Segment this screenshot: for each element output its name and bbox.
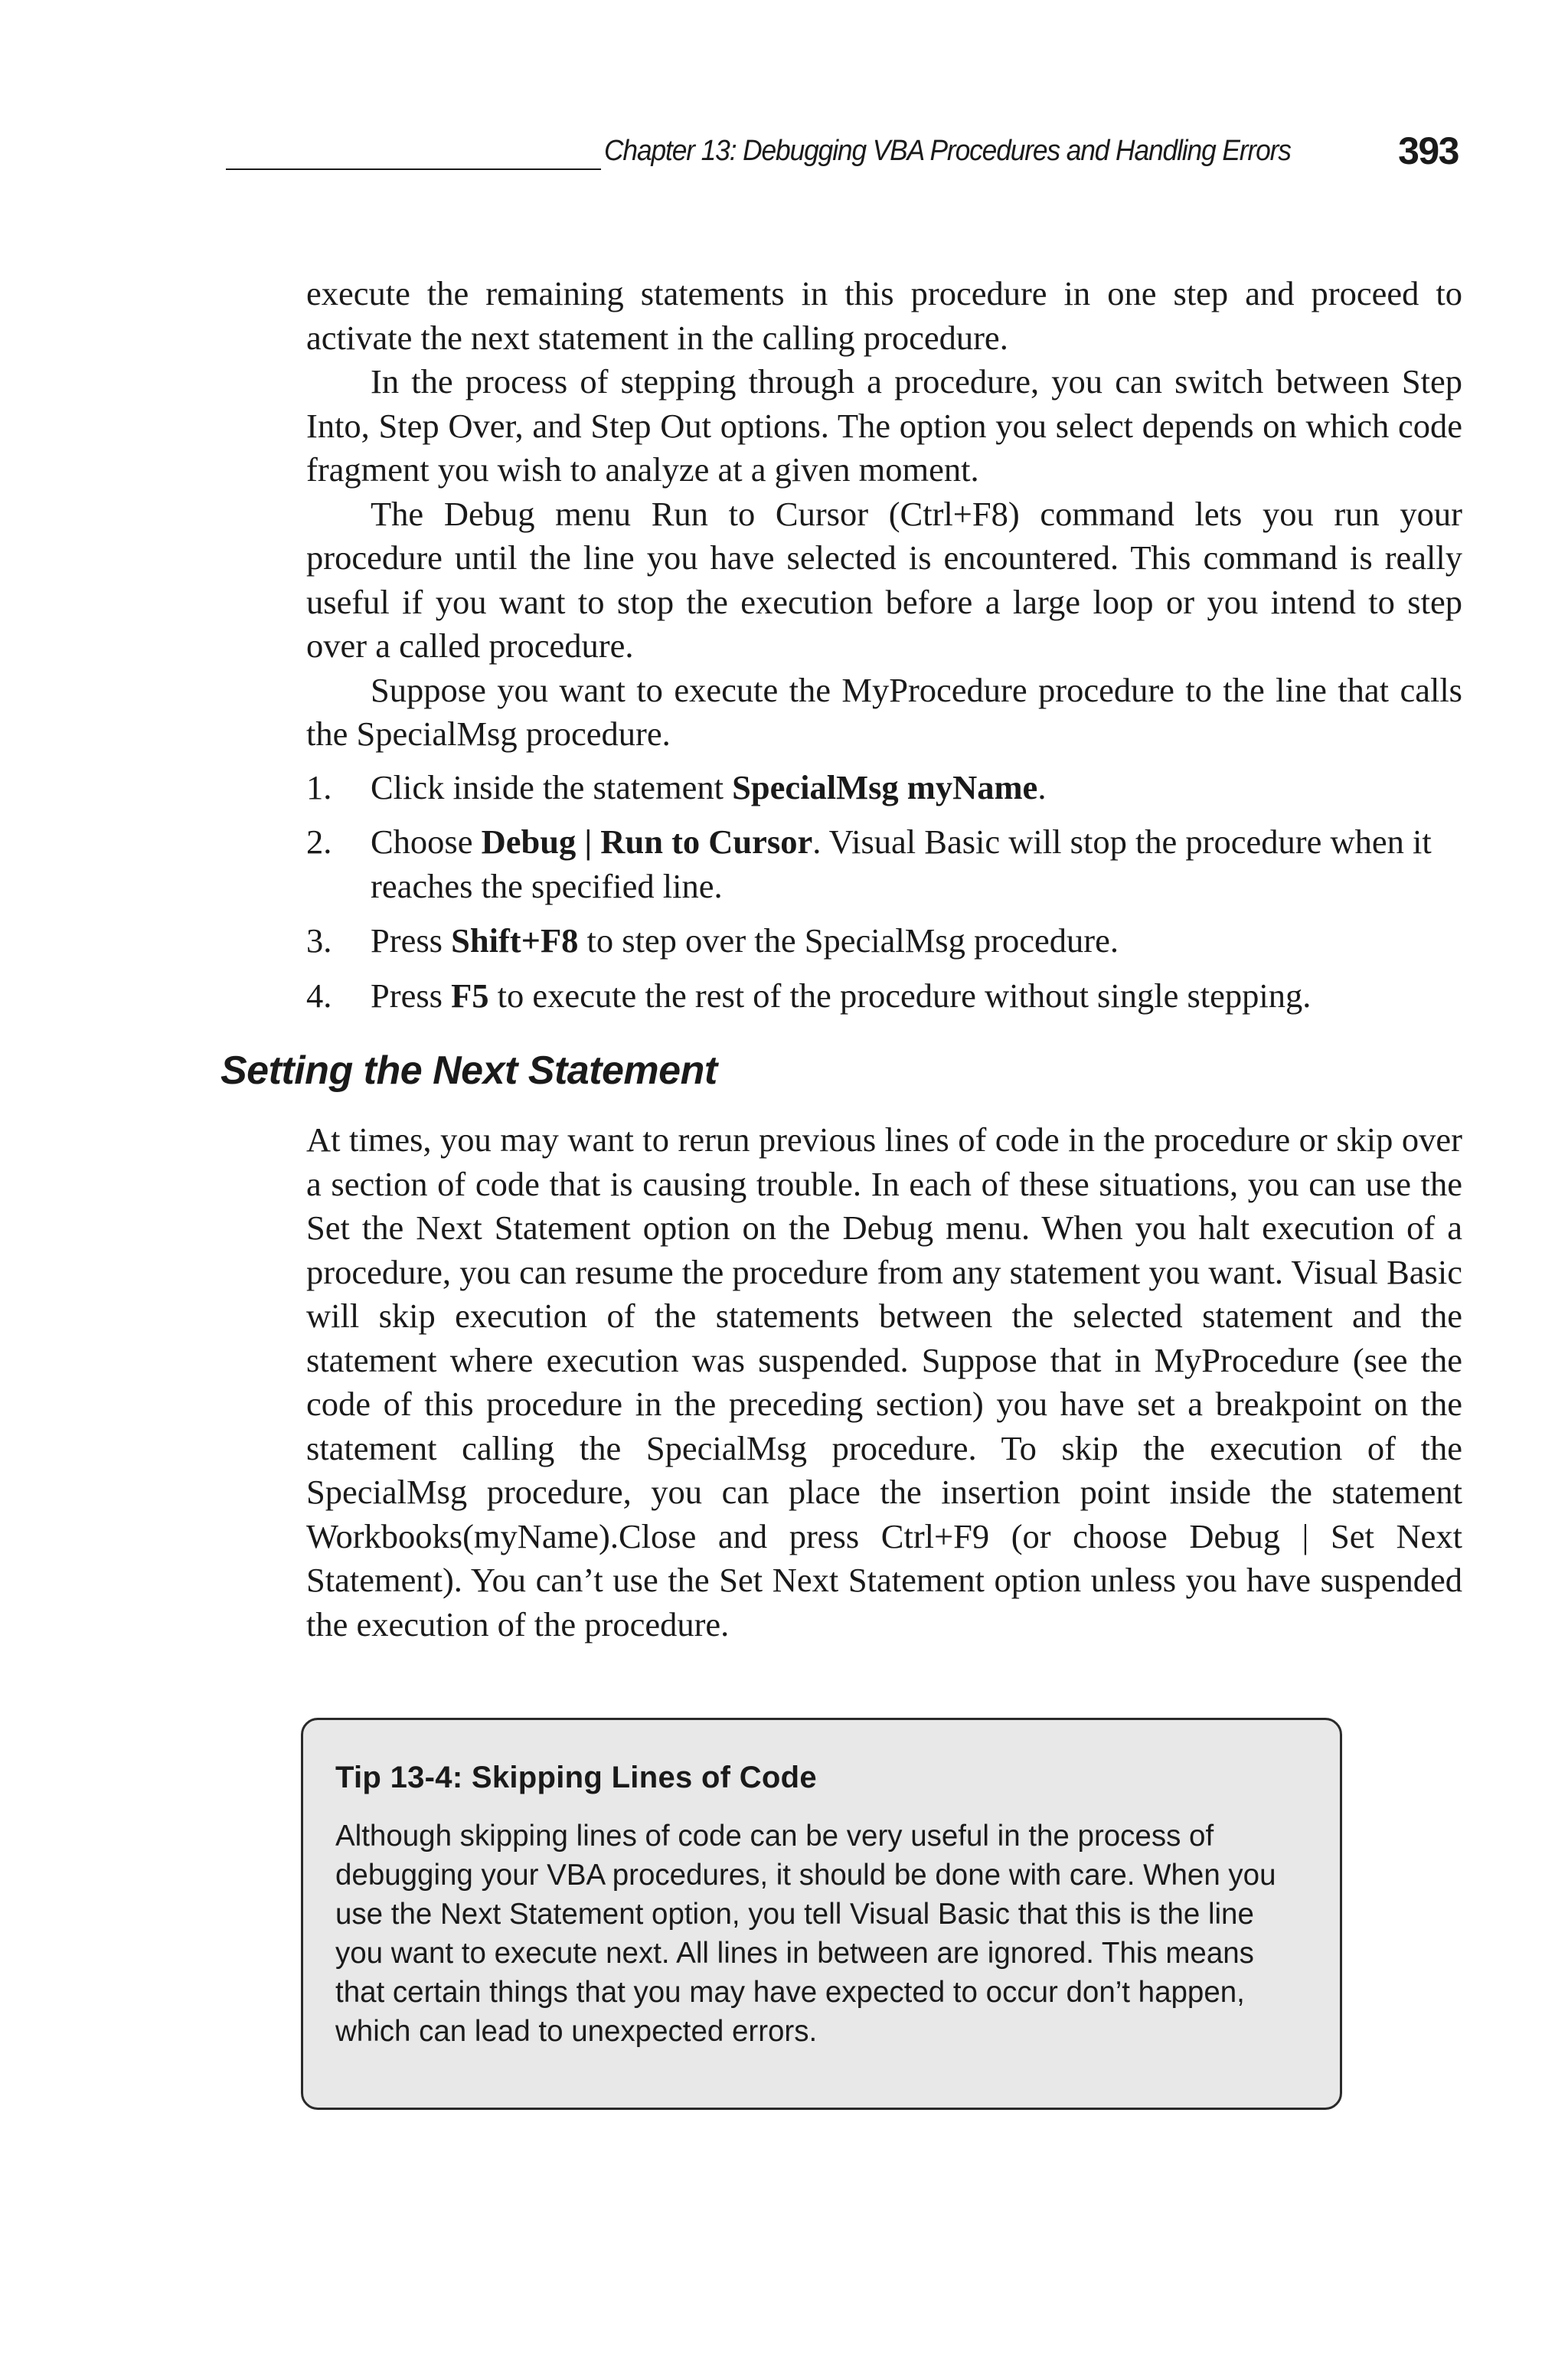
section-heading: Setting the Next Statement bbox=[220, 1048, 717, 1093]
paragraph-suppose: Suppose you want to execute the MyProcedure procedure to the line that calls the SpecialMsg procedure. bbox=[306, 670, 1462, 753]
step-number: 1. bbox=[306, 767, 332, 806]
step-text: Press bbox=[371, 976, 452, 1015]
step-command: Shift+F8 bbox=[451, 921, 579, 960]
step-text: . bbox=[1037, 767, 1047, 806]
paragraph-next-statement: At times, you may want to rerun previous lines of code in the procedure or skip over a section of code that is causing trouble. In each of these situations, you can use the Set the Next Statement option on the Debug menu. When you halt execution of a procedure, you can resume the procedure from any statement you want. Visual Basic will skip execution of the statements between the selected statement and the statement where execution was suspended. Suppose that in MyProcedure (see the code of this procedure in the preceding section) you have set a breakpoint on the statement calling the SpecialMsg procedure. To skip the execution of the SpecialMsg procedure, you can place the insertion point inside the statement Workbooks(myName).Close and press Ctrl+F9 (or choose Debug | Set Next Statement). You can’t use the Set Next Statement option unless you have suspended the execution of the procedure. bbox=[306, 1120, 1462, 1643]
step-text: . Visual Basic will stop the procedure when it reaches the specified line. bbox=[371, 823, 1432, 905]
chapter-title: Chapter 13: Debugging VBA Procedures and Handling Errors bbox=[604, 135, 1291, 167]
list-item bbox=[306, 766, 1462, 810]
step-number: 2. bbox=[306, 823, 332, 861]
intro-text bbox=[306, 272, 1462, 1029]
step-number: 4. bbox=[306, 976, 332, 1015]
paragraph-stepping-options: In the process of stepping through a procedure, you can switch between Step Into, Step Over, and Step Out options. The option you select depends on which code fragment you wish to analyze at a given moment. bbox=[306, 362, 1462, 489]
step-text: to step over the SpecialMsg procedure. bbox=[578, 921, 1119, 960]
paragraph-continuation: execute the remaining statements in this procedure in one step and proceed to activate the next statement in the calling procedure. bbox=[306, 274, 1462, 357]
section-text bbox=[306, 1118, 1462, 1647]
step-number: 3. bbox=[306, 921, 332, 960]
page-number: 393 bbox=[1398, 129, 1459, 172]
steps-list bbox=[306, 766, 1462, 1019]
step-text: Press bbox=[371, 921, 452, 960]
list-item bbox=[306, 820, 1462, 908]
running-header bbox=[226, 129, 1459, 176]
step-text: to execute the rest of the procedure without single stepping. bbox=[488, 976, 1312, 1015]
tip-box bbox=[301, 1718, 1342, 2110]
tip-title: Tip 13-4: Skipping Lines of Code bbox=[335, 1761, 817, 1794]
paragraph-run-to-cursor: The Debug menu Run to Cursor (Ctrl+F8) command lets you run your procedure until the line you have selected is encountered. This command is really useful if you want to stop the execution before a large loop or you intend to step over a called procedure. bbox=[306, 494, 1462, 665]
list-item bbox=[306, 974, 1462, 1019]
step-command: SpecialMsg myName bbox=[732, 767, 1038, 806]
tip-text: Although skipping lines of code can be very useful in the process of debugging your VBA procedures, it should be done with care. When you use the Next Statement option, you tell Visual Basic that this is the line you want to execute next. All lines in between are ignored. This means that certain things that you may have expected to occur don’t happen, which can lead to unexpected errors. bbox=[335, 1820, 1276, 2048]
step-text: Click inside the statement bbox=[371, 767, 733, 806]
step-command: F5 bbox=[451, 976, 489, 1015]
header-rule bbox=[226, 168, 601, 170]
step-text: Choose bbox=[371, 823, 482, 861]
list-item bbox=[306, 919, 1462, 963]
step-command: Debug | Run to Cursor bbox=[481, 823, 813, 861]
